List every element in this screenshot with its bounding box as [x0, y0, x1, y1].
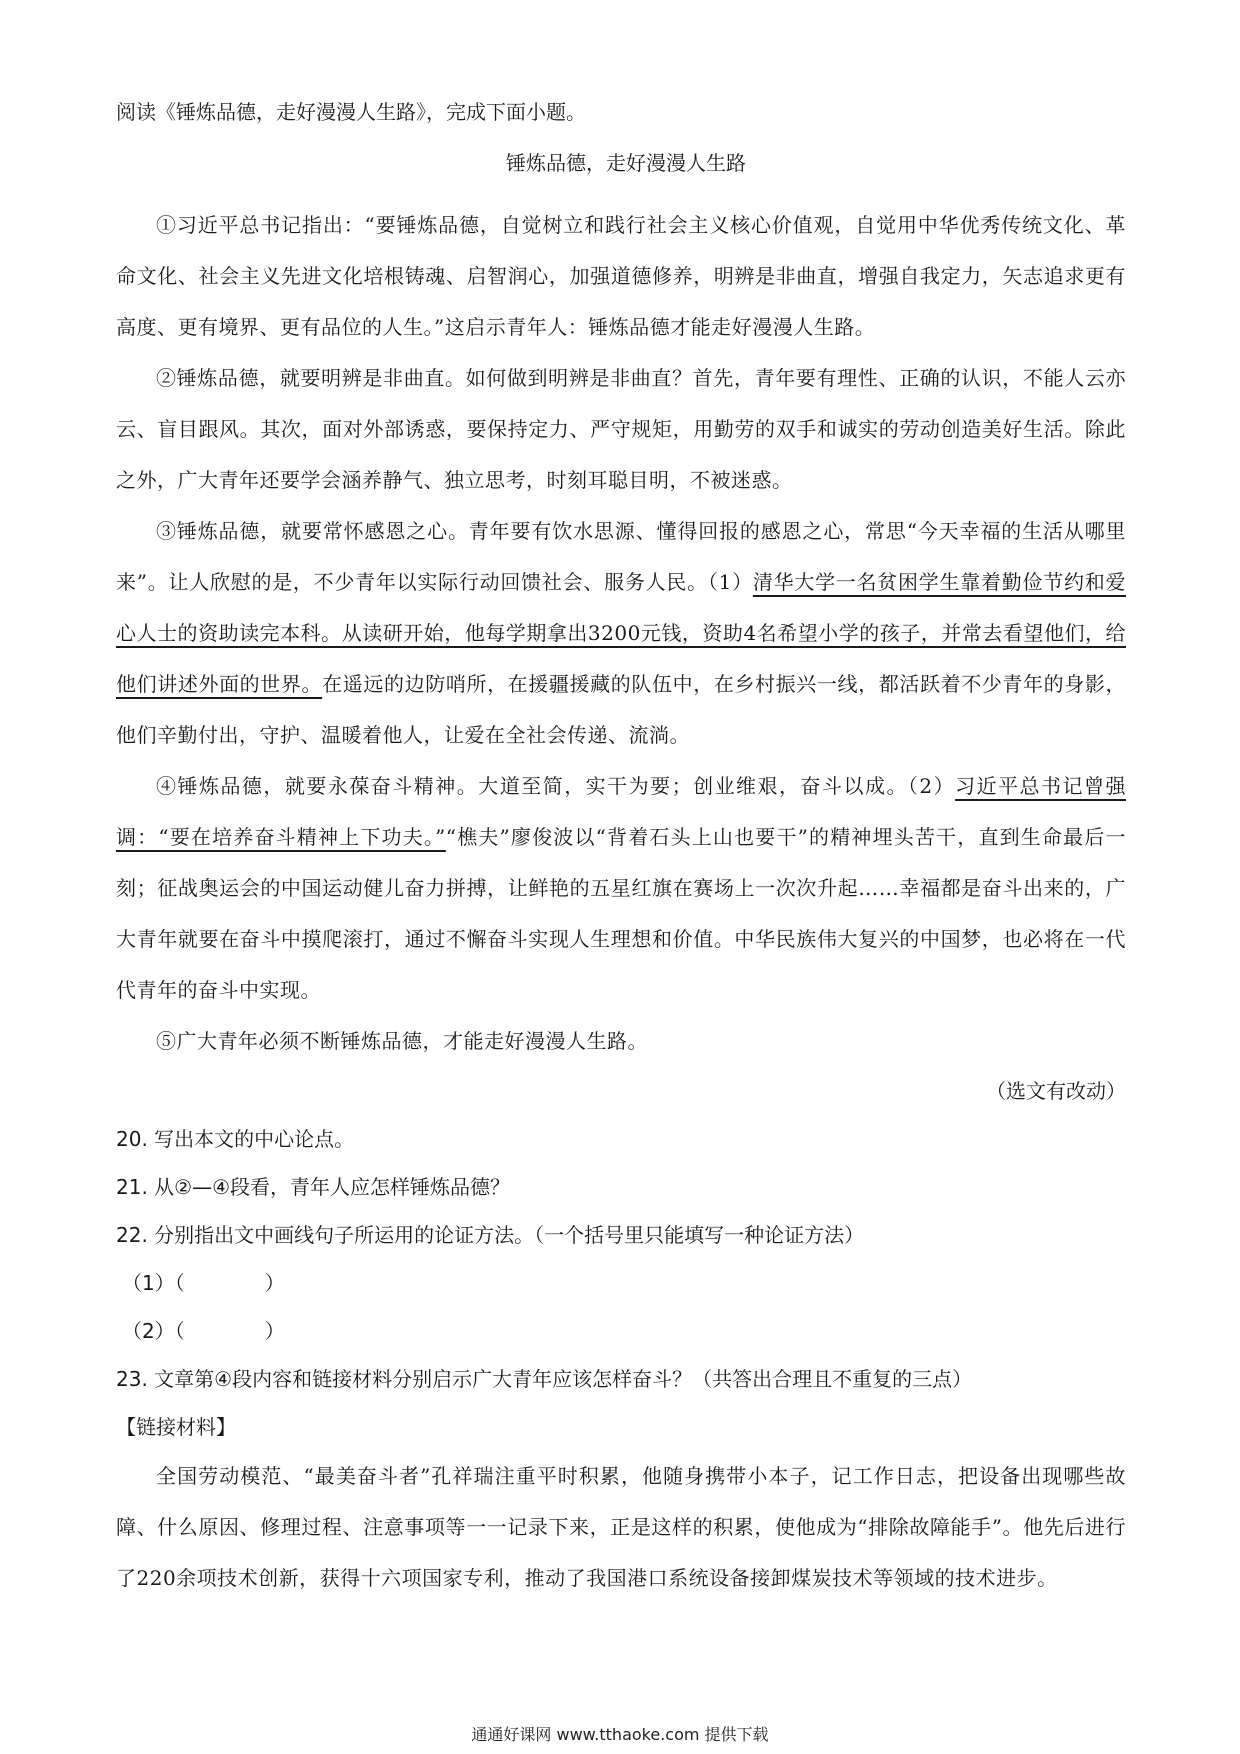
paragraph-5: ⑤广大青年必须不断锤炼品德，才能走好漫漫人生路。	[156, 1029, 648, 1053]
paragraph-3-text-a: ③锤炼品德，就要常怀感恩之心。青年要有饮水思源、懂得回报的感恩之心，常思“今天幸福的生活从哪里来”。让人欣慰的是，不少青年以实际行动回馈社会、服务人民。（1）	[116, 519, 1126, 594]
document-page	[116, 98, 1126, 1604]
link-material-heading: 【链接材料】	[116, 1415, 236, 1439]
underlined-sentence-1: 清华大学一名贫困学生靠着勤俭节约和爱心人士的资助读完本科。从读研开始，他每学期拿出3200元钱，资助4名希望小学的孩子，并常去看望他们，给他们讲述外面的世界。	[116, 570, 1127, 696]
paragraph-2: ②锤炼品德，就要明辨是非曲直。如何做到明辨是非曲直？首先，青年要有理性、正确的认识，不能人云亦云、盲目跟风。其次，面对外部诱惑，要保持定力、严守规矩，用勤劳的双手和诚实的劳动创造美好生活。除此之外，广大青年还要学会涵养静气、独立思考，时刻耳聪目明，不被迷惑。	[116, 366, 1126, 492]
paragraph-4	[116, 761, 1126, 1016]
reading-instruction: 阅读《锤炼品德，走好漫漫人生路》，完成下面小题。	[116, 100, 586, 124]
question-23: 23. 文章第④段内容和链接材料分别启示广大青年应该怎样奋斗？（共答出合理且不重复的三点）	[116, 1367, 973, 1391]
page-footer: 通通好课网 www.tthaoke.com 提供下载	[471, 1725, 769, 1744]
paragraph-4-text-a: ④锤炼品德，就要永葆奋斗精神。大道至简，实干为要；创业维艰，奋斗以成。（2）	[156, 774, 956, 798]
source-note: （选文有改动）	[986, 1079, 1126, 1103]
paragraph-4-text-b: “樵夫”廖俊波以“背着石头上山也要干”的精神埋头苦干，直到生命最后一刻；征战奥运会的中国运动健儿奋力拼搏，让鲜艳的五星红旗在赛场上一次次升起……幸福都是奋斗出来的，广大青年就要在奋斗中摸爬滚打，通过不懈奋斗实现人生理想和价值。中华民族伟大复兴的中国梦，也必将在一代代青年的奋斗中实现。	[116, 825, 1126, 1002]
question-22-blank-2: （2）（ ）	[122, 1319, 285, 1343]
article-title: 锤炼品德，走好漫漫人生路	[506, 151, 746, 175]
question-20: 20. 写出本文的中心论点。	[116, 1127, 355, 1151]
question-22-blank-1: （1）（ ）	[122, 1271, 285, 1295]
paragraph-3	[116, 506, 1126, 761]
paragraph-3-text-b: 在遥远的边防哨所，在援疆援藏的队伍中，在乡村振兴一线，都活跃着不少青年的身影，他们辛勤付出，守护、温暖着他人，让爱在全社会传递、流淌。	[116, 672, 1127, 747]
question-22: 22. 分别指出文中画线句子所运用的论证方法。（一个括号里只能填写一种论证方法）	[116, 1223, 865, 1247]
link-material-text: 全国劳动模范、“最美奋斗者”孔祥瑞注重平时积累，他随身携带小本子，记工作日志，把设备出现哪些故障、什么原因、修理过程、注意事项等一一记录下来，正是这样的积累，使他成为“排除故障能手”。他先后进行了220余项技术创新，获得十六项国家专利，推动了我国港口系统设备接卸煤炭技术等领域的技术进步。	[116, 1464, 1126, 1590]
question-21: 21. 从②—④段看，青年人应怎样锤炼品德？	[116, 1175, 511, 1199]
paragraph-1: ①习近平总书记指出：“要锤炼品德，自觉树立和践行社会主义核心价值观，自觉用中华优秀传统文化、革命文化、社会主义先进文化培根铸魂、启智润心，加强道德修养，明辨是非曲直，增强自我定力，矢志追求更有高度、更有境界、更有品位的人生。”这启示青年人：锤炼品德才能走好漫漫人生路。	[116, 213, 1126, 339]
underlined-sentence-2: 习近平总书记曾强调：“要在培养奋斗精神上下功夫。”	[116, 774, 1126, 849]
